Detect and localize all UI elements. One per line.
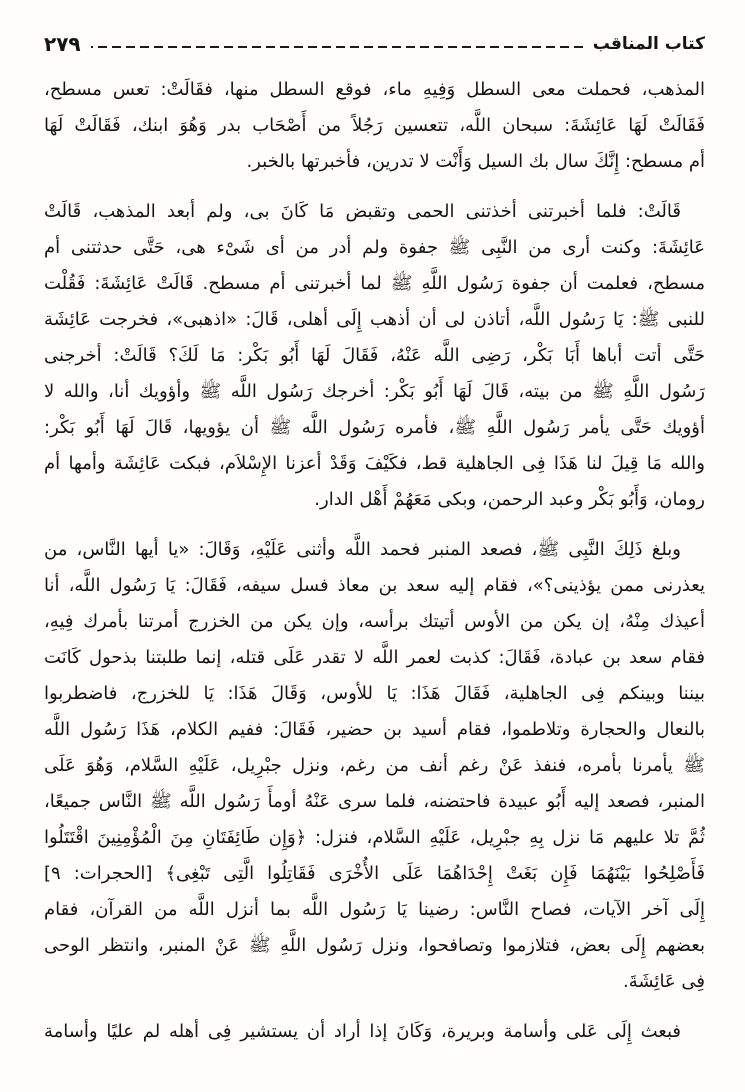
text-line: أعيذك مِنْهُ، إن يكن من الأوس أتيتك برأسه، وإن يكن من الخزرج أمرتنا بأمرك فِيهِ، [44,611,705,632]
quran-verse-line: ثُمَّ تلا عليهم مَا نزل بِهِ جبْرِيل، عَلَيْهِ السَّلام، فنزل: ﴿وَإِن طَائِفَتَانِ مِنَ الْمُؤْمِنِينَ اقْتَتَلُوا [44,827,705,848]
text-line: قَالَتْ: فلما أخبرتنى أخذتنى الحمى وتقبض مَا كَانَ بى، ولم أبعد المذهب، قَالَتْ [44,201,681,222]
paragraph [44,1014,705,1050]
text-line: عَائِشَةَ: وكنت أرى من النَّبِى ﷺ جفوة ولم أدر من أى شَىْء هى، حَتَّى حدثتنى أم [44,237,705,258]
text-line: فبعث إِلَى عَلى وأسامة وبريرة، وَكَانَ إذا أراد أن يستشير فِى أهله لم عليًا وأسامة [44,1021,681,1042]
text-line: إِلَى آخر الآيات، فصاح النَّاس: رضينا يَا رَسُول اللَّه بما أنزل اللَّه من القرآن، فقام [44,899,705,920]
quran-verse-line: فَأَصْلِحُوا بَيْنَهُمَا فَإِن بَغَتْ إِحْدَاهُمَا عَلَى الأُخْرَى فَقَاتِلُوا الَّتِى تَبْغِى﴾ [الحجرات: ٩] [44,863,705,884]
paragraph [44,532,705,1000]
text-line: والله مَا قِيلَ لنا هَذَا فِى الجاهلية قط، فكَيْفَ وَقَدْ أعزنا الإِسْلاَم، فبكت عَائِشَة وأمها أم [44,453,705,474]
paragraph [44,194,705,518]
text-line: أؤويك حَتَّى يأمر رَسُول اللَّهِ ﷺ، فأمره رَسُول اللَّه ﷺ أن يؤويها، قَالَ لَهَا أَبُو بَكْر: [44,417,705,438]
text-line: رَسُول اللَّهِ ﷺ من بيته، قَالَ لَهَا أَبُو بَكْر: أخرجك رَسُول اللَّه ﷺ وأؤويك أنا، والله لا [44,381,705,402]
page-header [44,30,705,58]
text-line: أم مسطح: إِنَّكَ سال بك السيل وَأَنْت لا تدرين، فأخبرتها بالخبر. [246,151,705,172]
header-dashed-rule [91,46,583,48]
text-line: يعذرنى ممن يؤذينى؟»، فقام إليه سعد بن معاذ فسل سيفه، فَقَالَ: يَا رَسُول اللَّه، أنا [44,575,705,596]
text-line: فقام سعد بن عبادة، فَقَالَ: كذبت لعمر اللَّه لا تقدر عَلَى قتله، إنما طلبتنا بذحول كَانَت [44,647,705,668]
text-line: فَقَالَتْ لَهَا عَائِشَةَ: سبحان اللَّه، تتعسين رَجُلاً من أَصْحَاب بدر وَهُوَ ابنك، فَقَالَتْ لَهَا [44,115,705,136]
text-line: ﷺ يأمرنا بأمره، فنفذ عَنْ رغم أنف من رغم، ونزل جبْرِيل، عَلَيْهِ السَّلام، وَهُوَ عَلَى [44,755,705,776]
book-title: كتاب المناقب [592,34,705,54]
text-line: بعضهم إِلَى بعض، فتلازموا وتصافحوا، ونزل رَسُول اللَّهِ ﷺ عَنْ المنبر، وانتظر الوحى [44,935,705,956]
text-line: بيننا وبينكم فِى الجاهلية، فَقَالَ هَذَا: يَا للأوس، وَقَالَ هَذَا: يَا للخزرج، فاضطربوا [44,683,705,704]
text-line: المنبر، فصعد إليه أَبُو عبيدة فاحتضنه، فلما سرى عَنْهُ أومأَ رَسُول اللَّه ﷺ النَّاس جميعًا، [44,791,705,812]
text-line: حَتَّى أتت أباها أَبَا بَكْر، رَضِى اللَّه عَنْهُ، فَقَالَ لَهَا أَبُو بَكْر: مَا لَكَ؟ قَالَتْ: أخرجنى [44,345,705,366]
paragraph [44,72,705,180]
text-line: مسطح، فعلمت أن جفوة رَسُول اللَّهِ ﷺ لما أخبرتنى أم مسطح. قَالَتْ عَائِشَةَ: فَقُلْت [44,273,705,294]
text-line: رومان، وَأَبُو بَكْر وعبد الرحمن، وبكى مَعَهُمْ أَهْل الدار. [314,489,705,510]
text-line: فِى عَائِشَةَ. [623,971,705,992]
text-line: للنبى ﷺ: يَا رَسُول اللَّه، أتاذن لى أن أذهب إِلَى أهلى، قَالَ: «اذهبى»، فخرجت عَائِشَة [44,309,705,330]
text-line: وبلغ ذَلِكَ النَّبِى ﷺ، فصعد المنبر فحمد اللَّه وأثنى عَلَيْهِ، وَقَالَ: «يا أيها النَّاس، من [44,539,681,560]
page-number: ٢٧٩ [44,32,81,56]
text-line: بالنعال والحجارة وتلاطموا، فقام أسيد بن حضير، فَقَالَ: ففيم الكلام، هَذَا رَسُول اللَّه [44,719,705,740]
text-line: المذهب، فحملت معى السطل وَفِيهِ ماء، فوقع السطل منها، فقَالَتْ: تعس مسطح، [44,79,705,100]
